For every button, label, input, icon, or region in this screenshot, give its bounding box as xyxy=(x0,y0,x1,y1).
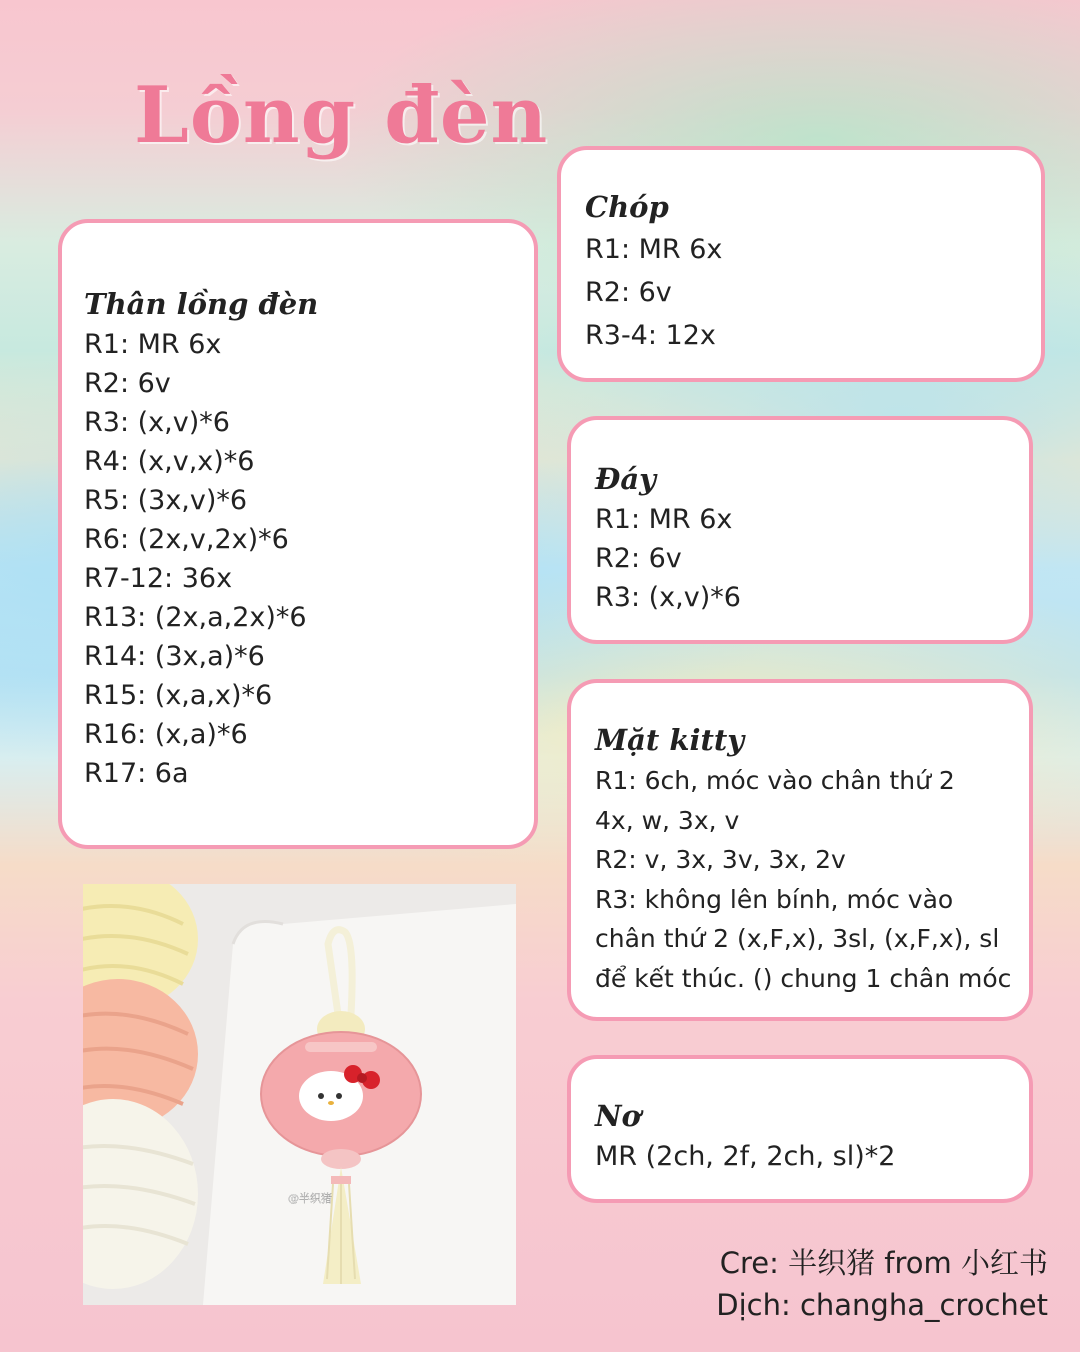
bottom-pattern-heading: Đáy xyxy=(595,462,656,496)
pattern-row: R4: (x,v,x)*6 xyxy=(84,446,255,477)
credit-translator: Dịch: changha_crochet xyxy=(716,1288,1048,1322)
photo-watermark: @半织猪 xyxy=(288,1192,332,1205)
body-pattern-card xyxy=(58,219,538,849)
pattern-row: R2: 6v xyxy=(585,277,672,308)
pattern-row: chân thứ 2 (x,F,x), 3sl, (x,F,x), sl xyxy=(595,924,1000,953)
pattern-row: R16: (x,a)*6 xyxy=(84,719,248,750)
credit-source: Cre: 半织猪 from 小红书 xyxy=(719,1246,1048,1280)
pattern-row: R2: v, 3x, 3v, 3x, 2v xyxy=(595,845,846,874)
kitty-face-rows xyxy=(595,761,1029,998)
pattern-row: R2: 6v xyxy=(595,543,682,574)
pattern-row: 4x, w, 3x, v xyxy=(595,805,740,835)
lantern-photo xyxy=(83,884,516,1305)
pattern-row: MR (2ch, 2f, 2ch, sl)*2 xyxy=(595,1141,896,1172)
pattern-row: để kết thúc. () chung 1 chân móc xyxy=(595,963,1012,993)
pattern-row: R1: MR 6x xyxy=(84,329,222,360)
pattern-row: R5: (3x,v)*6 xyxy=(84,485,248,516)
pattern-row: R1: MR 6x xyxy=(595,504,733,535)
pattern-row: R3: (x,v)*6 xyxy=(595,582,741,613)
pattern-row: R3-4: 12x xyxy=(585,320,716,351)
pattern-row: R1: MR 6x xyxy=(585,234,723,265)
bow-pattern-heading: Nơ xyxy=(595,1099,641,1133)
pattern-row: R3: không lên bính, móc vào xyxy=(595,884,954,914)
bow-pattern-card xyxy=(567,1055,1033,1203)
pattern-row: R7-12: 36x xyxy=(84,563,233,594)
body-pattern-heading: Thân lồng đèn xyxy=(84,287,319,321)
pattern-row: R3: (x,v)*6 xyxy=(84,407,230,438)
lantern-bottom-cap xyxy=(321,1149,361,1169)
pattern-row: R2: 6v xyxy=(84,368,171,399)
pattern-row: R13: (2x,a,2x)*6 xyxy=(84,602,307,633)
pattern-row: R1: 6ch, móc vào chân thứ 2 xyxy=(595,766,955,795)
body-pattern-rows xyxy=(84,325,534,793)
top-pattern-card xyxy=(557,146,1045,382)
top-pattern-heading: Chóp xyxy=(585,190,669,224)
pattern-row: R17: 6a xyxy=(84,758,189,789)
kitty-face-pattern-card xyxy=(567,679,1033,1021)
bottom-pattern-rows xyxy=(595,500,1029,617)
pattern-row: R14: (3x,a)*6 xyxy=(84,641,265,672)
bottom-pattern-card xyxy=(567,416,1033,644)
pattern-row: R6: (2x,v,2x)*6 xyxy=(84,524,289,555)
page-title: Lồng đèn xyxy=(134,70,549,161)
lantern-photo-illustration xyxy=(83,884,516,1305)
kitty-face-heading: Mặt kitty xyxy=(595,723,745,757)
pattern-row: R15: (x,a,x)*6 xyxy=(84,680,273,711)
bow-pattern-rows xyxy=(595,1137,1029,1176)
top-pattern-rows xyxy=(585,228,1041,357)
credits xyxy=(716,1242,1048,1326)
